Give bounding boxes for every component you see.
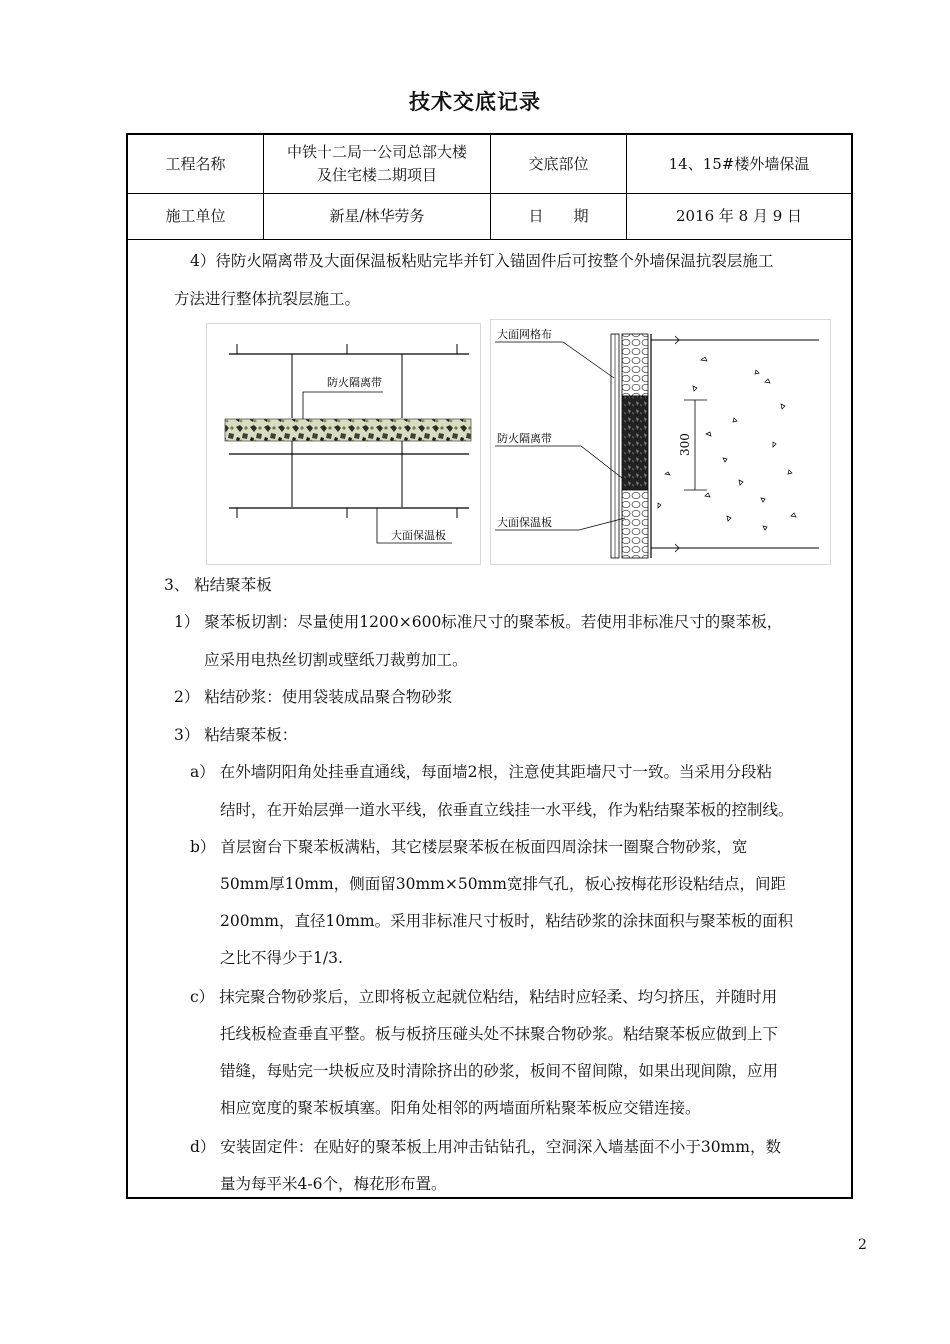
- label-main-board-section: 大面保温板: [497, 516, 552, 529]
- intro-line-1: 4）待防火隔离带及大面保温板粘贴完毕并钉入锚固件后可按整个外墙保温抗裂层施工: [190, 252, 774, 270]
- part-label: 交底部位: [491, 135, 627, 194]
- section-diagram: [491, 320, 830, 564]
- project-name-line1: 中铁十二局一公司总部大楼: [286, 143, 467, 161]
- item-3: 3） 粘结聚苯板：: [174, 726, 298, 744]
- item-b-line-4: 之比不得少于1/3.: [220, 949, 343, 967]
- item-a-line-1: a） 在外墙阴阳角处挂垂直通线，每面墙2根，注意使其距墙尺寸一致。当采用分段粘: [190, 763, 773, 781]
- figure-fire-barrier-plan: [206, 323, 481, 565]
- item-b-line-1: b） 首层窗台下聚苯板满粘，其它楼层聚苯板在板面四周涂抹一圈聚合物砂浆，宽: [190, 838, 748, 856]
- label-mesh: 大面网格布: [497, 328, 552, 341]
- intro-line-2: 方法进行整体抗裂层施工。: [174, 290, 361, 308]
- dimension-300: 300: [678, 433, 692, 456]
- part-value: 14、15#楼外墙保温: [627, 135, 852, 194]
- item-d-line-2: 量为每平米4-6个，梅花形布置。: [220, 1175, 447, 1193]
- date-label: 日 期: [491, 194, 627, 240]
- item-d-line-1: d） 安装固定件：在贴好的聚苯板上用冲击钻钻孔，空洞深入墙基面不小于30mm，数: [190, 1138, 781, 1156]
- item-c-line-2: 托线板检查垂直平整。板与板挤压碰头处不抹聚合物砂浆。粘结聚苯板应做到上下: [220, 1025, 779, 1043]
- plan-diagram: [207, 324, 480, 564]
- section-3-heading: 3、 粘结聚苯板: [164, 576, 272, 594]
- construction-unit-label: 施工单位: [128, 194, 264, 240]
- item-2: 2） 粘结砂浆：使用袋装成品聚合物砂浆: [174, 688, 453, 706]
- page-number: 2: [858, 1237, 867, 1253]
- construction-unit-value: 新星/林华劳务: [264, 194, 491, 240]
- header-table: [128, 135, 851, 240]
- item-b-line-3: 200mm，直径10mm。采用非标准尺寸板时，粘结砂浆的涂抹面积与聚苯板的面积: [220, 912, 794, 930]
- item-1-line-2: 应采用电热丝切割或壁纸刀裁剪加工。: [204, 651, 468, 669]
- project-name-value: [264, 135, 491, 194]
- label-fire-barrier: 防火隔离带: [327, 376, 382, 389]
- label-main-board: 大面保温板: [391, 529, 446, 542]
- project-name-line2: 及住宅楼二期项目: [316, 166, 437, 184]
- project-name-label: 工程名称: [128, 135, 264, 194]
- date-value: 2016 年 8 月 9 日: [627, 194, 852, 240]
- item-a-line-2: 结时，在开始层弹一道水平线，依垂直立线挂一水平线，作为粘结聚苯板的控制线。: [220, 801, 794, 819]
- document-title: 技术交底记录: [409, 90, 541, 114]
- label-fire-barrier-section: 防火隔离带: [497, 432, 552, 445]
- figure-fire-barrier-section: [490, 319, 831, 565]
- item-b-line-2: 50mm厚10mm，侧面留30mm×50mm宽排气孔，板心按梅花形设粘结点，间距: [220, 875, 786, 893]
- item-c-line-4: 相应宽度的聚苯板填塞。阳角处相邻的两墙面所粘聚苯板应交错连接。: [220, 1099, 701, 1117]
- record-frame: [126, 133, 853, 1199]
- item-c-line-3: 错缝，每贴完一块板应及时清除挤出的砂浆，板间不留间隙，如果出现间隙，应用: [220, 1062, 779, 1080]
- item-1-line-1: 1） 聚苯板切割：尽量使用1200×600标准尺寸的聚苯板。若使用非标准尺寸的聚苯板，: [174, 613, 783, 631]
- item-c-line-1: c） 抹完聚合物砂浆后，立即将板立起就位粘结，粘结时应轻柔、均匀挤压，并随时用: [190, 988, 778, 1006]
